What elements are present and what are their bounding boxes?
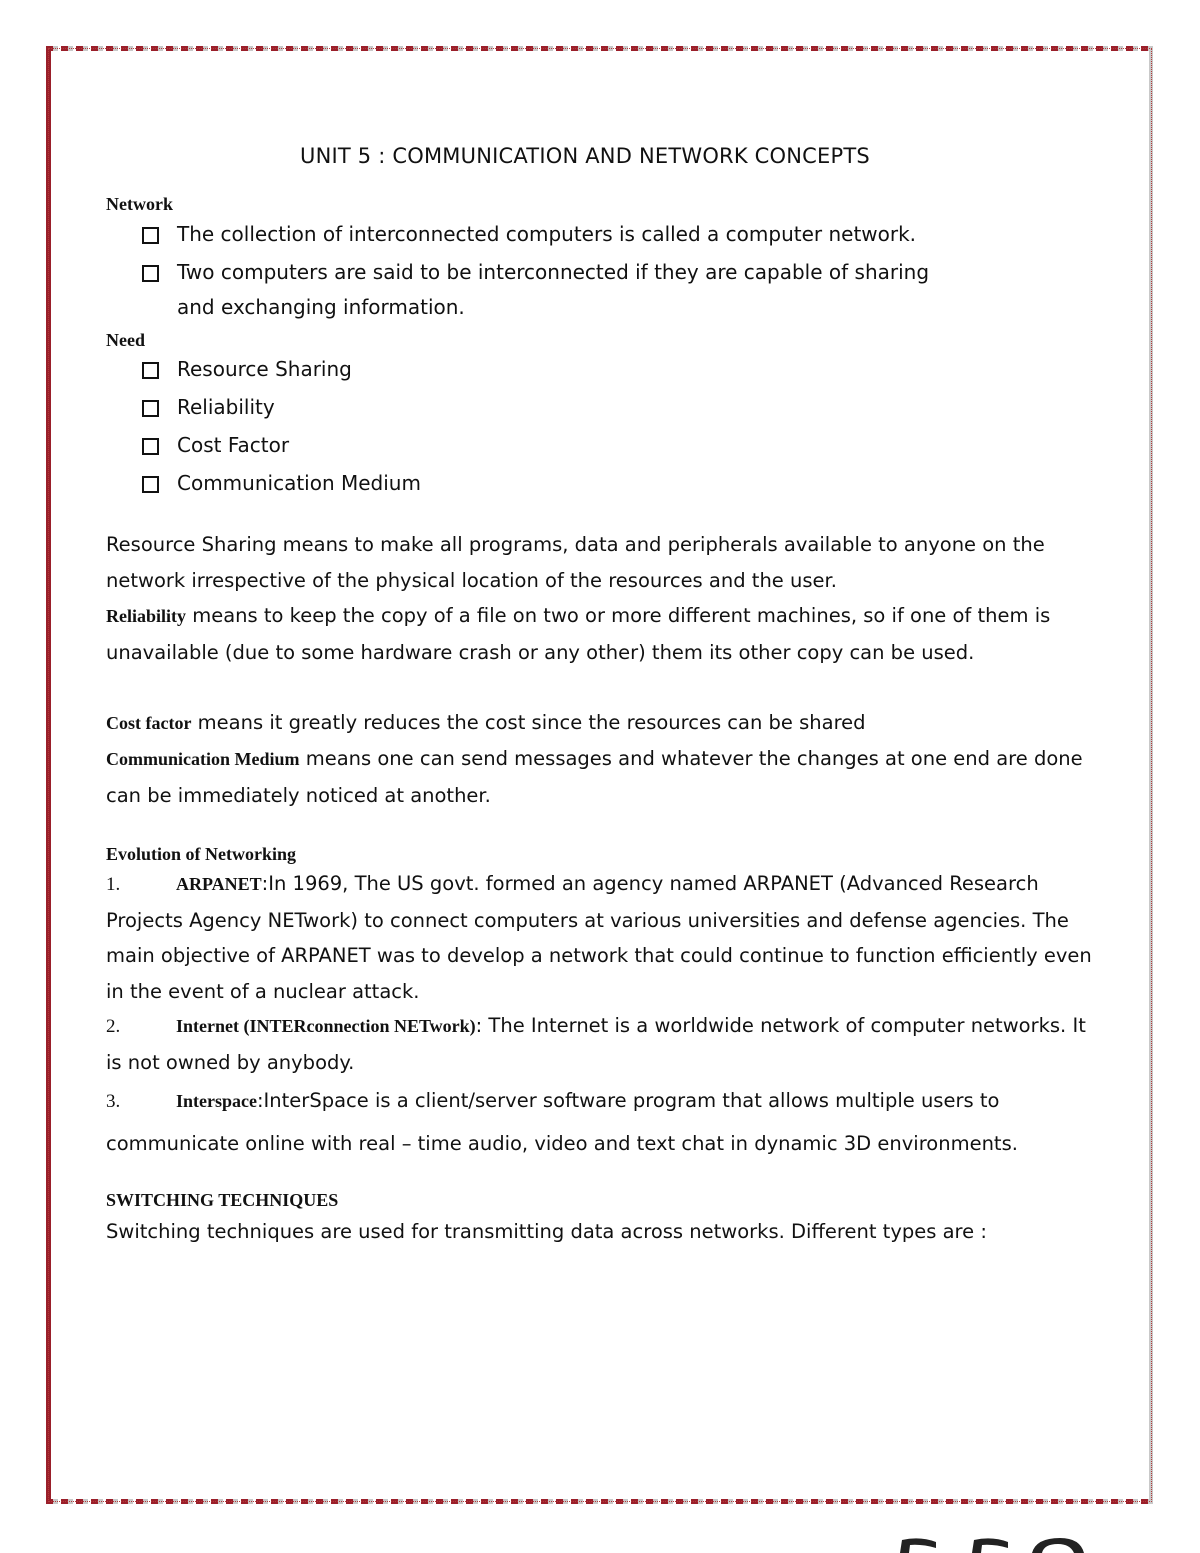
switching-heading: SWITCHING TECHNIQUES <box>106 1190 339 1210</box>
reliability-term: Reliability <box>106 606 186 626</box>
checkbox-bullet-icon <box>142 476 159 493</box>
checkbox-bullet-icon <box>142 438 159 455</box>
network-bullet-2: Two computers are said to be interconnected if they are capable of sharing <box>142 254 929 290</box>
cost-factor-paragraph: Cost factor means it greatly reduces the cost since the resources can be shared <box>106 711 866 734</box>
need-heading: Need <box>106 330 145 350</box>
evolution-item-interspace: 3. Interspace:InterSpace is a client/server software program that allows multiple users to communicate online with real – time audio, video and text chat in dynamic 3D environments. <box>106 1089 1018 1155</box>
cropped-footer-artwork <box>880 1536 1100 1553</box>
communication-medium-paragraph: Communication Medium means one can send messages and whatever the changes at one end are done can be immediately noticed at another. <box>106 747 1083 807</box>
page-title: UNIT 5 : COMMUNICATION AND NETWORK CONCEPTS <box>300 144 870 168</box>
cost-factor-term: Cost factor <box>106 713 192 733</box>
reliability-paragraph: Reliability means to keep the copy of a file on two or more different machines, so if one of them is unavailable (due to some hardware crash or any other) them its other copy can be used. <box>106 604 1051 664</box>
need-bullet-cost-factor: Cost Factor <box>142 427 289 463</box>
interspace-term: Interspace <box>176 1091 257 1111</box>
network-bullet-2-continued: and exchanging information. <box>177 295 465 319</box>
evolution-item-internet: 2. Internet (INTERconnection NETwork): The Internet is a worldwide network of computer networks. It is not owned by anybody. <box>106 1014 1086 1074</box>
checkbox-bullet-icon <box>142 400 159 417</box>
evolution-heading: Evolution of Networking <box>106 844 297 864</box>
resource-sharing-paragraph: Resource Sharing means to make all programs, data and peripherals available to anyone on the network irrespective of the physical location of the resources and the user. <box>106 533 1045 592</box>
need-bullet-communication-medium: Communication Medium <box>142 465 421 501</box>
evolution-item-arpanet: 1. ARPANET:In 1969, The US govt. formed an agency named ARPANET (Advanced Research Projects Agency NETwork) to connect computers at various universities and defense agencies. The main objective of ARPANET was to develop a network that could continue to function efficiently even in the event of a nuclear attack. <box>106 872 1092 1003</box>
switching-paragraph: Switching techniques are used for transmitting data across networks. Different types are : <box>106 1220 987 1243</box>
communication-medium-term: Communication Medium <box>106 749 300 769</box>
checkbox-bullet-icon <box>142 265 159 282</box>
network-bullet-1: The collection of interconnected computers is called a computer network. <box>142 216 916 252</box>
network-heading: Network <box>106 194 173 214</box>
arpanet-term: ARPANET <box>176 874 262 894</box>
need-bullet-resource-sharing: Resource Sharing <box>142 351 352 387</box>
internet-term: Internet (INTERconnection NETwork) <box>176 1016 476 1036</box>
need-bullet-reliability: Reliability <box>142 389 275 425</box>
checkbox-bullet-icon <box>142 227 159 244</box>
checkbox-bullet-icon <box>142 362 159 379</box>
